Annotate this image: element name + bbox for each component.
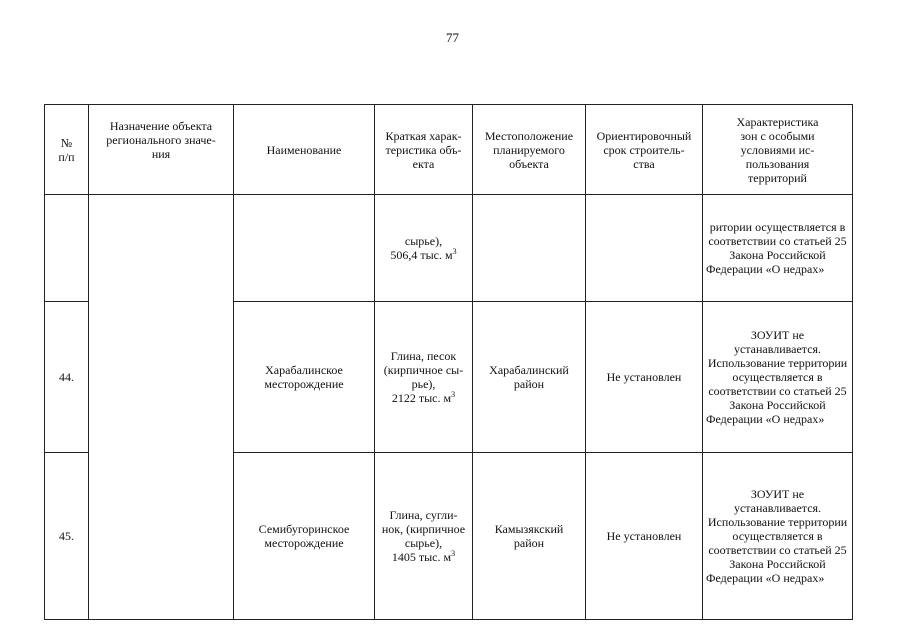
cell-zone: ЗОУИТ не устанавливается. Использование территории осуществляется в соответствии со статьей 25 Закона Российской Федерации «О недрах» xyxy=(703,453,853,620)
cell-description: сырье), 506,4 тыс. $м^3$ xyxy=(375,195,473,302)
cell-description: Глина, песок (кирпичное сы- рье), 2122 тыс. $м^3$ xyxy=(375,302,473,453)
cell-term: Не установлен xyxy=(586,302,703,453)
header-purpose: Назначение объекта регионального значе- ния xyxy=(89,105,234,195)
objects-table xyxy=(44,104,853,620)
header-name: Наименование xyxy=(234,105,375,195)
table-row-continued xyxy=(45,195,853,302)
cell-location xyxy=(473,195,586,302)
cell-number: 45. xyxy=(45,453,89,620)
cell-number: 44. xyxy=(45,302,89,453)
cell-name xyxy=(234,195,375,302)
cell-name: Семибугоринское месторождение xyxy=(234,453,375,620)
cell-location: Камызякский район xyxy=(473,453,586,620)
cell-description: Глина, сугли- нок, (кирпичное сырье), 1405 тыс. $м^3$ xyxy=(375,453,473,620)
header-number: № п/п xyxy=(45,105,89,195)
header-location: Местоположение планируемого объекта xyxy=(473,105,586,195)
header-description: Краткая харак- теристика объ- екта xyxy=(375,105,473,195)
table-header-row xyxy=(45,105,853,195)
cell-zone: ЗОУИТ не устанавливается. Использование территории осуществляется в соответствии со статьей 25 Закона Российской Федерации «О недрах» xyxy=(703,302,853,453)
cell-purpose-merged xyxy=(89,195,234,620)
cell-number xyxy=(45,195,89,302)
cell-location: Харабалинский район xyxy=(473,302,586,453)
cell-term: Не установлен xyxy=(586,453,703,620)
cell-name: Харабалинское месторождение xyxy=(234,302,375,453)
header-term: Ориентировочный срок строитель- ства xyxy=(586,105,703,195)
page-number: 77 xyxy=(446,30,459,45)
cell-zone: ритории осуществляется в соответствии со статьей 25 Закона Российской Федерации «О недрах» xyxy=(703,195,853,302)
cell-term xyxy=(586,195,703,302)
header-zones: Характеристика зон с особыми условиями ис- пользования территорий xyxy=(703,105,853,195)
